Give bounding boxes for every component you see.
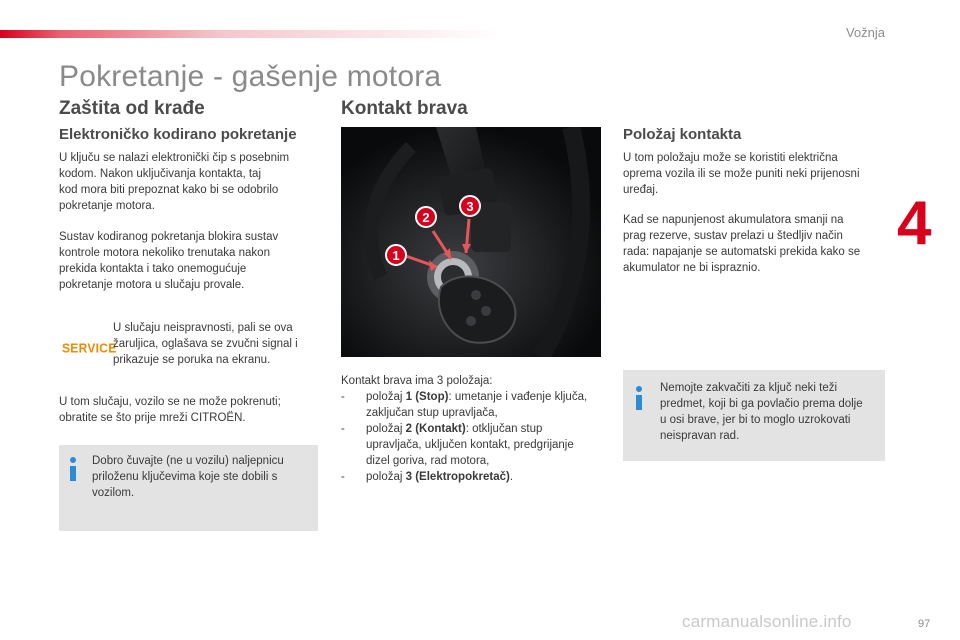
callout-2 <box>416 207 436 227</box>
list-intro: Kontakt brava ima 3 položaja: <box>341 375 493 387</box>
info-icon <box>67 457 79 481</box>
watermark: carmanualsonline.info <box>682 612 852 631</box>
list-item: - položaj 2 (Kontakt): otključan stup upravljača, uključen kontakt, predgrijanje dizel goriva, rad motora, <box>341 423 574 467</box>
ignition-positions-list <box>341 373 611 485</box>
svg-text:1: 1 <box>392 248 400 263</box>
info-box-key-weight <box>623 370 885 461</box>
callout-3 <box>460 196 480 216</box>
heading-ignition-switch: Kontakt brava <box>341 98 468 119</box>
service-warning-icon: SERVICE <box>62 340 117 356</box>
info-text-key-weight: Nemojte zakvačiti za ključ neki teži predmet, koji bi ga povlačio prema dolje u osi brave, jer bi to moglo uzrokovati neispravan rad. <box>660 382 863 442</box>
paragraph-accessory-mode: U tom položaju može se koristiti električna oprema vozila ili se može puniti neki prijenosni uređaj. <box>623 152 860 196</box>
page-title: Pokretanje - gašenje motora <box>59 60 442 93</box>
paragraph-chip: U ključu se nalazi elektronički čip s posebnim kodom. Nakon uključivanja kontakta, taj kod mora biti prepoznat kako bi se odobrilo pokretanje motora. <box>59 152 290 212</box>
ignition-switch-photo <box>341 127 601 357</box>
svg-text:2: 2 <box>422 210 430 225</box>
list-item: - položaj 3 (Elektropokretač). <box>341 471 514 483</box>
subheading-coded-start: Elektroničko kodirano pokretanje <box>59 126 297 143</box>
paragraph-immobiliser: Sustav kodiranog pokretanja blokira sustav kontrole motora nekoliko trenutaka nakon prekida kontakta i tako onemogućuje pokretanje motora u slučaju provale. <box>59 231 279 291</box>
svg-text:3: 3 <box>466 199 474 214</box>
heading-ignition-position: Položaj kontakta <box>623 126 742 143</box>
paragraph-service-warning: U slučaju neispravnosti, pali se ova žaruljica, oglašava se zvučni signal i prikazuje se poruka na ekranu. <box>113 322 298 366</box>
header-accent-bar <box>0 30 500 38</box>
heading-theft-protection: Zaštita od krađe <box>59 98 205 119</box>
paragraph-economy-mode: Kad se napunjenost akumulatora smanji na prag rezerve, sustav prelazi u štedljiv način rada: napajanje se automatski prekida kako se akumulator ne bi ispraznio. <box>623 214 861 274</box>
page-number: 97 <box>918 618 931 630</box>
info-icon <box>633 386 645 410</box>
callout-1 <box>386 245 406 265</box>
info-text-label: Dobro čuvajte (ne u vozilu) naljepnicu priloženu ključevima koje ste dobili s vozilom. <box>92 455 284 499</box>
list-item: - položaj 1 (Stop): umetanje i vađenje ključa, zaključan stup upravljača, <box>341 391 588 419</box>
info-box-label <box>59 445 318 531</box>
paragraph-contact-network: U tom slučaju, vozilo se ne može pokrenuti; obratite se što prije mreži CITROËN. <box>59 396 281 424</box>
section-label: Vožnja <box>845 25 885 40</box>
chapter-number: 4 <box>897 189 932 258</box>
